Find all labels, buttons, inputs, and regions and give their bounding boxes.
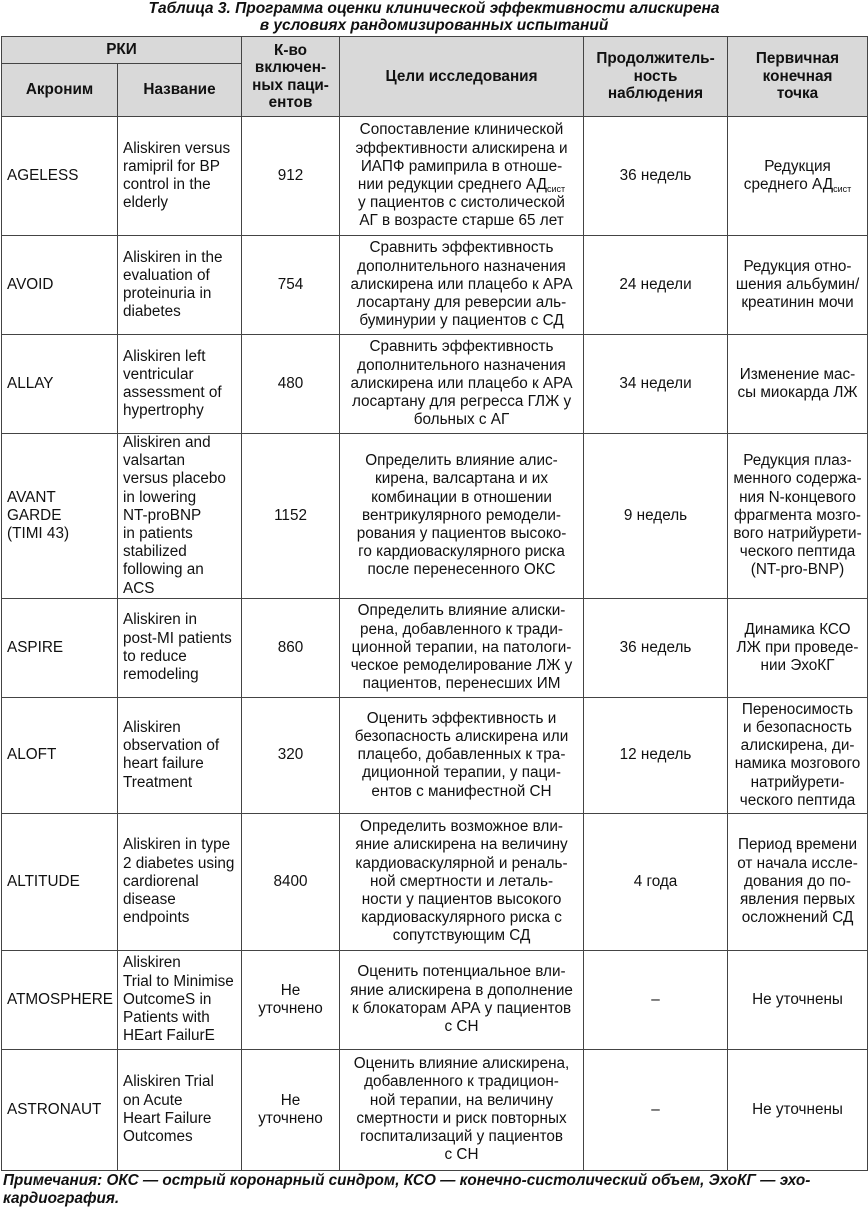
header-name: Название <box>118 64 242 117</box>
cell-goal: Сравнить эффективность дополнительного назначения алискирена или плацебо к АРА лосартану для реверсии аль- буминурии у пациентов с СД <box>340 236 584 335</box>
cell-name: Aliskiren in the evaluation of proteinuria in diabetes <box>118 236 242 335</box>
trials-table <box>1 36 868 1171</box>
cell-acronym: ALTITUDE <box>2 813 118 950</box>
cell-count: 480 <box>242 335 340 434</box>
cell-duration: 24 недели <box>584 236 728 335</box>
cell-count: 912 <box>242 117 340 236</box>
cell-endpoint-subscript: сист <box>833 184 852 194</box>
table-row <box>2 697 868 813</box>
cell-endpoint: Редукция плаз- менного содержа- ния N-концевого фрагмента мозго- вого натрийурети- ческого пептида (NT-pro-BNP) <box>728 434 868 599</box>
header-endpoint: Первичная конечная точка <box>728 37 868 117</box>
cell-acronym: ASTRONAUT <box>2 1049 118 1170</box>
cell-duration: 12 недель <box>584 697 728 813</box>
cell-goal: Определить влияние алис- кирена, валсартана и их комбинации в отношении вентрикулярного ремодели- рования у пациентов высоко- го кардиоваскулярного риска после перенесенного ОКС <box>340 434 584 599</box>
caption-line-1: Таблица 3. Программа оценки клинической эффективности алискирена <box>148 0 720 17</box>
cell-goal-subscript: сист <box>547 184 566 194</box>
cell-endpoint <box>728 117 868 236</box>
cell-goal: Оценить эффективность и безопасность алискирена или плацебо, добавленных к тра- диционной терапии, у паци- ентов с манифестной СН <box>340 697 584 813</box>
cell-duration: 36 недель <box>584 598 728 697</box>
header-count: К-во включен- ных паци- ентов <box>242 37 340 117</box>
cell-name: Aliskiren versus ramipril for BP control in the elderly <box>118 117 242 236</box>
table-row <box>2 335 868 434</box>
cell-count: 1152 <box>242 434 340 599</box>
cell-duration: – <box>584 950 728 1049</box>
table-row <box>2 813 868 950</box>
cell-duration: 4 года <box>584 813 728 950</box>
cell-count: 860 <box>242 598 340 697</box>
cell-endpoint: Не уточнены <box>728 950 868 1049</box>
cell-duration: – <box>584 1049 728 1170</box>
cell-acronym: ALLAY <box>2 335 118 434</box>
cell-acronym: ATMOSPHERE <box>2 950 118 1049</box>
table-row <box>2 434 868 599</box>
cell-name: Aliskiren in post-MI patients to reduce remodeling <box>118 598 242 697</box>
cell-name: Aliskiren observation of heart failure Treatment <box>118 697 242 813</box>
table-row <box>2 598 868 697</box>
cell-acronym: ALOFT <box>2 697 118 813</box>
cell-acronym: ASPIRE <box>2 598 118 697</box>
cell-endpoint: Период времени от начала иссле- дования до по- явления первых осложнений СД <box>728 813 868 950</box>
cell-name: Aliskiren and valsartan versus placebo in lowering NT-proBNP in patients stabilized following an ACS <box>118 434 242 599</box>
cell-count: 754 <box>242 236 340 335</box>
cell-goal-text: Сопоставление клинической эффективности алискирена и ИАПФ рамиприла в отноше- нии редукции среднего АД <box>355 121 568 193</box>
cell-goal: Определить возможное вли- яние алискирена на величину кардиоваскулярной и реналь- ной смертности и леталь- ности у пациентов высокого кардиоваскулярного риска с сопутствующим СД <box>340 813 584 950</box>
cell-count: 8400 <box>242 813 340 950</box>
caption-line-2: в условиях рандомизированных испытаний <box>259 17 609 34</box>
table-note: Примечания: ОКС — острый коронарный синдром, КСО — конечно-систолический объем, ЭхоКГ — эхо- кардиография. <box>3 1171 811 1207</box>
cell-endpoint: Изменение мас- сы миокарда ЛЖ <box>728 335 868 434</box>
header-rki: РКИ <box>2 37 242 64</box>
cell-goal-tail: у пациентов с систолической АГ в возрасте старше 65 лет <box>358 194 565 230</box>
cell-endpoint-text: Редукция среднего АД <box>743 157 834 193</box>
cell-goal <box>340 117 584 236</box>
cell-duration: 34 недели <box>584 335 728 434</box>
cell-name: Aliskiren Trial on Acute Heart Failure Outcomes <box>118 1049 242 1170</box>
table-header <box>2 37 868 117</box>
header-goal: Цели исследования <box>340 37 584 117</box>
cell-goal: Определить влияние алиски- рена, добавленного к тради- ционной терапии, на патологи- ческое ремоделирование ЛЖ у пациентов, перенесших ИМ <box>340 598 584 697</box>
header-acronym: Акроним <box>2 64 118 117</box>
cell-endpoint: Не уточнены <box>728 1049 868 1170</box>
table-row <box>2 236 868 335</box>
cell-endpoint: Редукция отно- шения альбумин/ креатинин мочи <box>728 236 868 335</box>
table-caption <box>0 0 868 36</box>
cell-acronym: AGELESS <box>2 117 118 236</box>
cell-endpoint: Динамика КСО ЛЖ при проведе- нии ЭхоКГ <box>728 598 868 697</box>
table-row <box>2 1049 868 1170</box>
table-row <box>2 950 868 1049</box>
cell-goal: Сравнить эффективность дополнительного назначения алискирена или плацебо к АРА лосартану для регресса ГЛЖ у больных с АГ <box>340 335 584 434</box>
cell-count: Не уточнено <box>242 950 340 1049</box>
cell-endpoint: Переносимость и безопасность алискирена, ди- намика мозгового натрийурети- ческого пептида <box>728 697 868 813</box>
table-body <box>2 117 868 1171</box>
cell-count: Не уточнено <box>242 1049 340 1170</box>
header-duration: Продолжитель- ность наблюдения <box>584 37 728 117</box>
cell-duration: 9 недель <box>584 434 728 599</box>
cell-name: Aliskiren in type 2 diabetes using cardiorenal disease endpoints <box>118 813 242 950</box>
cell-acronym: AVOID <box>2 236 118 335</box>
cell-name: Aliskiren left ventricular assessment of hypertrophy <box>118 335 242 434</box>
cell-goal: Оценить влияние алискирена, добавленного к традицион- ной терапии, на величину смертности и риск повторных госпитализаций у пациентов с СН <box>340 1049 584 1170</box>
cell-count: 320 <box>242 697 340 813</box>
cell-acronym: AVANT GARDE (TIMI 43) <box>2 434 118 599</box>
cell-name: Aliskiren Trial to Minimise OutcomeS in Patients with HEart FailurE <box>118 950 242 1049</box>
table-row <box>2 117 868 236</box>
cell-duration: 36 недель <box>584 117 728 236</box>
cell-goal: Оценить потенциальное вли- яние алискирена в дополнение к блокаторам АРА у пациентов с СН <box>340 950 584 1049</box>
